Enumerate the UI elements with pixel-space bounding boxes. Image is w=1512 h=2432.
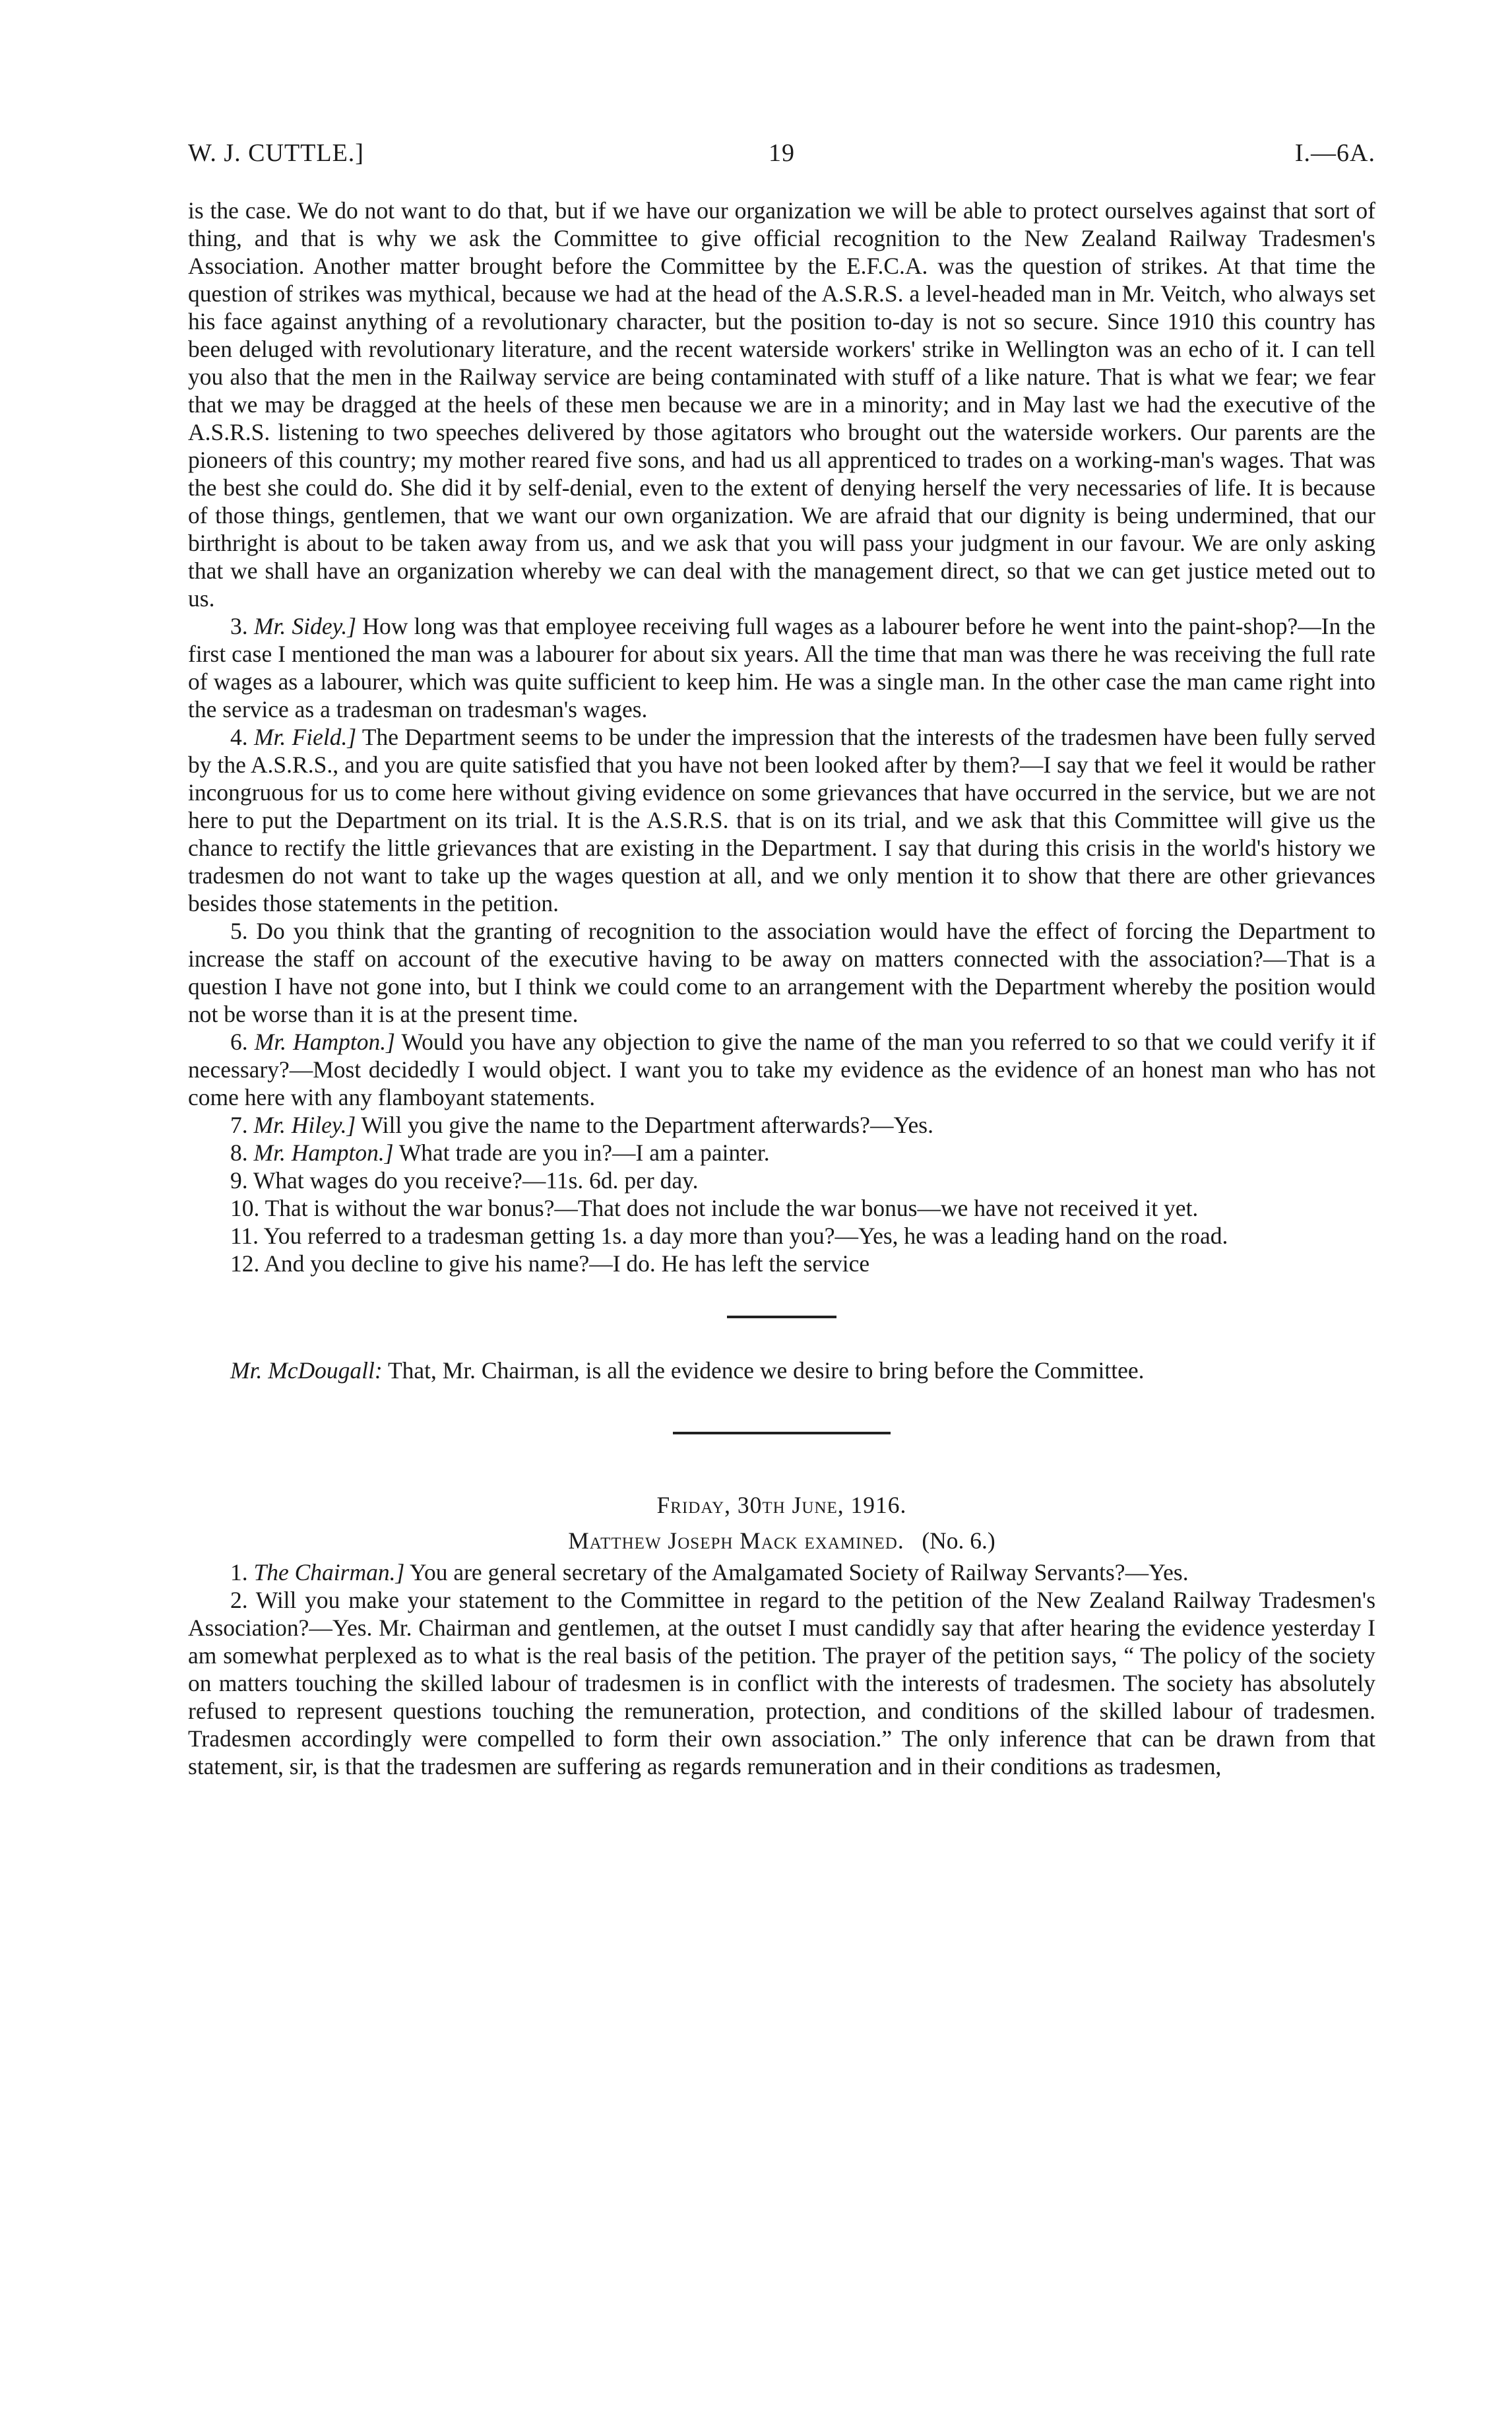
question-paragraph (188, 612, 1375, 723)
question-number: 2. (230, 1587, 248, 1613)
question-paragraph (188, 1111, 1375, 1139)
header-paper-reference: I.—6A. (1294, 139, 1375, 167)
question-number: 12. (230, 1250, 260, 1277)
question-paragraph (188, 1586, 1375, 1780)
question-number: 10. (230, 1195, 260, 1221)
question-paragraph (188, 1250, 1375, 1277)
question-number: 6. (230, 1029, 248, 1055)
question-text: And you decline to give his name?—I do. He has left the service (264, 1250, 870, 1277)
question-speaker: The Chairman.] (253, 1559, 405, 1585)
question-speaker: Mr. Sidey.] (253, 613, 357, 639)
paragraph-continuation (188, 197, 1375, 612)
question-number: 4. (230, 724, 248, 750)
question-text: How long was that employee receiving full wages as a labourer before he went into the paint-shop?—In the first case I mentioned the man was a labourer for about six years. All the time that man was there he was receiving the full rate of wages as a labourer, which was quite sufficient to keep him. He was a single man. In the other case the man came right into the service as a tradesman on tradesman's wages. (188, 613, 1376, 722)
question-number: 7. (230, 1112, 248, 1138)
question-number: 9. (230, 1167, 248, 1194)
question-text: You are general secretary of the Amalgamated Society of Railway Servants?—Yes. (409, 1559, 1189, 1585)
witness-examined: Matthew Joseph Mack examined. (568, 1527, 904, 1554)
witness-heading (188, 1527, 1375, 1554)
closing-text: That, Mr. Chairman, is all the evidence we desire to bring before the Committee. (387, 1357, 1145, 1384)
question-text: Will you give the name to the Department afterwards?—Yes. (361, 1112, 933, 1138)
question-number: 3. (230, 613, 248, 639)
section-divider (727, 1316, 836, 1318)
question-number: 8. (230, 1139, 248, 1166)
closing-statement (188, 1357, 1375, 1384)
question-paragraph (188, 723, 1375, 917)
question-text: Do you think that the granting of recognition to the association would have the effect of forcing the Department to increase the staff on account of the executive having to be away on matters connected with the association?—That is a question I have not gone into, but I think we could come to an arrangement with the Department whereby the position would not be worse than it is at the present time. (188, 918, 1376, 1027)
question-paragraph (188, 1167, 1375, 1194)
question-speaker: Mr. Hampton.] (253, 1139, 394, 1166)
document-body (188, 197, 1375, 1780)
header-page-number: 19 (769, 139, 795, 167)
question-text: That is without the war bonus?—That does not include the war bonus—we have not received it yet. (265, 1195, 1199, 1221)
question-paragraph (188, 1558, 1375, 1586)
question-speaker: Mr. Hampton.] (254, 1029, 395, 1055)
session-date: Friday, 30th June, 1916. (656, 1492, 907, 1518)
question-text: The Department seems to be under the impression that the interests of the tradesmen have been fully served by the A.S.R.S., and you are quite satisfied that you have not been looked after by them?—I say that we feel it would be rather incongruous for us to come here without giving evidence on some grievances that have occurred in the service, but we are not here to put the Department on its trial. It is the A.S.R.S. that is on its trial, and we ask that this Committee will give us the chance to rectify the little grievances that are existing in the Department. I say that during this crisis in the world's history we tradesmen do not want to take up the wages question at all, and we only mention it to show that there are other grievances besides those statements in the petition. (188, 724, 1376, 916)
session-divider (673, 1432, 891, 1434)
question-paragraph (188, 917, 1375, 1028)
question-number: 11. (230, 1223, 259, 1249)
question-text: Would you have any objection to give the name of the man you referred to so that we could verify it if necessary?—Most decidedly I would object. I want you to take my evidence as the evidence of an honest man who has not come here with any flamboyant statements. (188, 1029, 1376, 1110)
page-header (188, 139, 1375, 178)
header-witness-name: W. J. CUTTLE.] (188, 139, 364, 167)
witness-number: (No. 6.) (922, 1527, 995, 1554)
question-speaker: Mr. Field.] (253, 724, 357, 750)
question-text: Will you make your statement to the Committee in regard to the petition of the New Zealand Railway Tradesmen's Association?—Yes. Mr. Chairman and gentlemen, at the outset I must candidly say that after hearing the evidence yesterday I am somewhat perplexed as to what is the real basis of the petition. The prayer of the petition says, “ The policy of the society on matters touching the skilled labour of tradesmen is in conflict with the interests of tradesmen. The society has absolutely refused to represent questions touching the remuneration, protection, and conditions of the skilled labour of tradesmen. Tradesmen accordingly were compelled to form their own association.” The only inference that can be drawn from that statement, sir, is that the tradesmen are suffering as regards remuneration and in their conditions as tradesmen, (188, 1587, 1376, 1779)
question-speaker: Mr. Hiley.] (253, 1112, 356, 1138)
closing-speaker: Mr. McDougall: (230, 1357, 383, 1384)
question-number: 1. (230, 1559, 248, 1585)
paragraph-text: is the case. We do not want to do that, but if we have our organization we will be able to protect ourselves against that sort of thing, and that is why we ask the Committee to give official recognition to the New Zealand Railway Tradesmen's Association. Another matter brought before the Committee by the E.F.C.A. was the question of strikes. At that time the question of strikes was mythical, because we had at the head of the A.S.R.S. a level-headed man in Mr. Veitch, who always set his face against anything of a revolutionary character, but the position to-day is not so secure. Since 1910 this country has been deluged with revolutionary literature, and the recent waterside workers' strike in Wellington was an echo of it. I can tell you also that the men in the Railway service are being contaminated with stuff of a like nature. That is what we fear; we fear that we may be dragged at the heels of these men because we are in a minority; and in May last we had the executive of the A.S.R.S. listening to two speeches delivered by those agitators who brought out the waterside workers. Our parents are the pioneers of this country; my mother reared five sons, and had us all apprenticed to trades on a working-man's wages. That was the best she could do. She did it by self-denial, even to the extent of denying herself the very necessaries of life. It is because of those things, gentlemen, that we want our own organization. We are afraid that our dignity is being undermined, that our birthright is about to be taken away from us, and we ask that you will pass your judgment in our favour. We are only asking that we shall have an organization whereby we can deal with the management direct, so that we can get justice meted out to us. (188, 197, 1375, 612)
question-number: 5. (230, 918, 248, 944)
question-paragraph (188, 1028, 1375, 1111)
question-text: What trade are you in?—I am a painter. (398, 1139, 770, 1166)
question-text: You referred to a tradesman getting 1s. a day more than you?—Yes, he was a leading hand on the road. (263, 1223, 1228, 1249)
question-paragraph (188, 1222, 1375, 1250)
question-text: What wages do you receive?—11s. 6d. per day. (253, 1167, 699, 1194)
question-paragraph (188, 1139, 1375, 1167)
question-paragraph (188, 1194, 1375, 1222)
